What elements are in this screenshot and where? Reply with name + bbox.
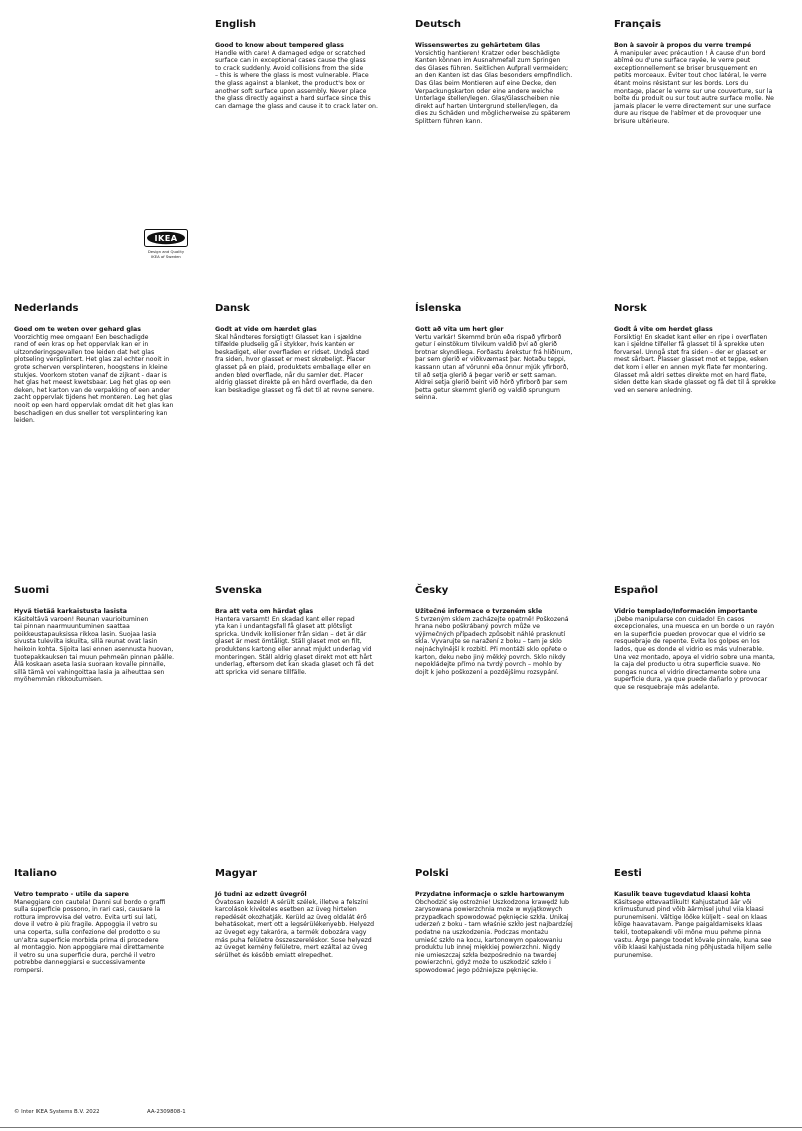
section-cesky bbox=[415, 585, 597, 676]
section-title: Vetro temprato - utile da sapere bbox=[14, 891, 129, 898]
section-title: Bon à savoir à propos du verre trempé bbox=[614, 42, 752, 49]
language-heading: Italiano bbox=[14, 868, 57, 879]
section-title: Godt at vide om hærdet glas bbox=[215, 326, 317, 333]
section-body: Käsitsege ettevaatlikult! Kahjustatud äär või kriimustunud pind võib äärmisel juhul viia klaasi purunemiseni. Vältige löőke küljelt - seal on klaas kõige haavatavam. Pange paigaldamiseks klaas tekil, tootepakendi või mõne muu pehme pinna vastu. Ärge pange toodet kõvale pinnale, kuna see võib klaasi kahjustada ning põhjustada hiljem selle purunemise. bbox=[614, 898, 772, 959]
section-body: Maneggiare con cautela! Danni sul bordo o graffi sulla superficie possono, in rari casi, causare la rottura improvvisa del vetro. Evita urti sui lati, dove il vetro è più fragile. Appoggia il vetro su una coperta, sulla confezione del prodotto o su un'altra superficie morbida prima di procedere al montaggio. Non appoggiare mai direttamente il vetro su una superficie dura, perché il vetro potrebbe danneggiarsi e successivamente rompersi. bbox=[14, 898, 166, 974]
svg-text:IKEA: IKEA bbox=[154, 232, 178, 243]
section-body: Vorsichtig hantieren! Kratzer oder beschädigte Kanten können im Ausnahmefall zum Springen des Glases führen. Seitlichen Aufprall vermeiden; an den Kanten ist das Glas besonders empfindlich. Das Glas beim Montieren auf eine Decke, den Verpackungskarton oder eine andere weiche Unterlage stellen/legen. Glas/Glasscheiben nie direkt auf harten Untergrund stellen/legen, da dies zu Schäden und möglicherweise zu späterem Splittern führen kann. bbox=[415, 49, 573, 125]
logo-tagline: Design and Quality IKEA of Sweden bbox=[147, 249, 185, 259]
section-espanol bbox=[614, 585, 796, 692]
document-id: AA-2309808-1 bbox=[147, 1109, 186, 1115]
section-svenska bbox=[215, 585, 397, 676]
section-islenska bbox=[415, 303, 597, 402]
section-body: Hantera varsamt! En skadad kant eller repad yta kan i undantagsfall få glaset att plötsligt spricka. Undvik kollisioner från sidan – det är där glaset är mest ömtåligt. Ställ glaset mot en filt, produktens kartong eller annat mjukt underlag vid monteringen. Ställ aldrig glaset direkt mot ett hårt underlag, eftersom det kan skada glaset och få det att spricka vid senare tillfälle. bbox=[215, 615, 374, 676]
section-title: Vidrio templado/Información importante bbox=[614, 608, 758, 615]
section-nederlands bbox=[14, 303, 196, 425]
language-heading: Magyar bbox=[215, 868, 258, 879]
language-heading: Polski bbox=[415, 868, 449, 879]
section-body: Óvatosan kezeld! A sérült szélek, illetve a felszíni karcolások kivételes esetben az üveg hirtelen repedését okozhatják. Kerüld az üveg oldalát érő behatásokat, mert ott a legsérülékenyebb. Helyezd az üveget egy takaróra, a termék dobozára vagy más puha felületre összeszereléskor. Sose helyezd az üveget kemény felületre, mert ezáltal az üveg sérülhet és később emiatt elrepedhet. bbox=[215, 898, 375, 959]
language-heading: Eesti bbox=[614, 868, 642, 879]
ikea-logo-mark bbox=[144, 229, 188, 247]
language-heading: Norsk bbox=[614, 303, 647, 314]
section-italiano bbox=[14, 868, 196, 975]
copyright-text: © Inter IKEA Systems B.V. 2022 bbox=[14, 1109, 100, 1115]
ikea-logo bbox=[143, 229, 189, 259]
section-title: Bra att veta om härdat glas bbox=[215, 608, 314, 615]
section-francais bbox=[614, 19, 796, 126]
section-body: ¡Debe manipularse con cuidado! En casos excepcionales, una muesca en un borde o un rayón en la superficie pueden provocar que el vidrio se resquebraje de repente. Evita los golpes en los lados, que es donde el vidrio es más vulnerable. Una vez montado, apoya el vidrio sobre una manta, la caja del producto u otra superficie suave. No pongas nunca el vidrio directamente sobre una superficie dura, ya que puede dañarlo y provocar que se resquebraje más adelante. bbox=[614, 615, 775, 691]
bottom-divider bbox=[0, 1127, 802, 1128]
language-heading: Svenska bbox=[215, 585, 262, 596]
section-title: Goed om te weten over gehard glas bbox=[14, 326, 142, 333]
language-heading: Nederlands bbox=[14, 303, 79, 314]
language-heading: Česky bbox=[415, 585, 449, 596]
section-magyar bbox=[215, 868, 397, 959]
section-deutsch bbox=[415, 19, 597, 126]
section-body: Handle with care! A damaged edge or scratched surface can in exceptional cases cause the glass to crack suddenly. Avoid collisions from the side – this is where the glass is most vulnerable. Place the glass against a blanket, the product's box or another soft surface upon assembly. Never place the glass directly against a hard surface since this can damage the glass and cause it to crack later on. bbox=[215, 49, 378, 110]
section-english bbox=[215, 19, 397, 110]
section-polski bbox=[415, 868, 597, 975]
section-body: Voorzichtig mee omgaan! Een beschadigde rand of een kras op het oppervlak kan er in uitzonderingsgevallen toe leiden dat het glas plotseling versplintert. Het glas zal echter nooit in grote scherven versplinteren, hoogstens in kleine stukjes. Voorkom stoten vanaf de zijkant - daar is het glas het meest kwetsbaar. Leg het glas op een deken, het karton van de verpakking of een ander zacht oppervlak tijdens het monteren. Leg het glas nooit op een hard oppervlak omdat dit het glas kan beschadigen en dus sneller tot versplintering kan leiden. bbox=[14, 333, 174, 425]
section-title: Gott að vita um hert gler bbox=[415, 326, 504, 333]
language-heading: Dansk bbox=[215, 303, 250, 314]
section-title: Good to know about tempered glass bbox=[215, 42, 344, 49]
section-body: Obchodzić się ostrożnie! Uszkodzona krawędź lub zarysowana powierzchnia może w wyjątkowych przypadkach spowodować pęknięcie szkła. Unikaj uderzeń z boku - tam właśnie szkło jest najbardziej podatne na uszkodzenia. Podczas montażu umieść szkło na kocu, kartonowym opakowaniu produktu lub innej miękkiej powierzchni. Nigdy nie umieszczaj szkła bezpośrednio na twardej powierzchni, gdyż może to uszkodzić szkło i spowodować jego późniejsze pęknięcie. bbox=[415, 898, 573, 974]
section-body: Skal håndteres forsigtigt! Glasset kan i sjældne tilfælde pludselig gå i stykker, hvis kanten er beskadiget, eller overfladen er ridset. Undgå stød fra siden, hvor glasset er mest skrøbeligt. Placer glasset på en plaid, produktets emballage eller en anden blød overflade, når du samler det. Placer aldrig glasset direkte på en hård overflade, da den kan beskadige glasset og få det til at revne senere. bbox=[215, 333, 375, 394]
section-title: Kasulik teave tugevdatud klaasi kohta bbox=[614, 891, 751, 898]
language-heading: Español bbox=[614, 585, 659, 596]
section-title: Godt å vite om herdet glass bbox=[614, 326, 713, 333]
section-dansk bbox=[215, 303, 397, 394]
section-title: Užitečné informace o tvrzeném skle bbox=[415, 608, 543, 615]
section-body: Vertu varkár! Skemmd brún eða rispað yfirborð getur í einstökum tilvikum valdið því að glerið brotnar skyndilega. Forðastu árekstur frá hliðinum, þar sem glerið er viðkvæmast þar. Notaðu teppi, kassann utan af vörunni eða önnur mjúk yfirborð, til að setja glerið á þegar verið er sett saman. Aldrei setja glerið beint við hörð yfirborð þar sem þetta getur skemmt glerið og valdið sprungum seinna. bbox=[415, 333, 573, 402]
section-body: À manipuler avec précaution ! À cause d'un bord abîmé ou d'une surface rayée, le verre peut exceptionnellement se briser brusquement en petits morceaux. Éviter tout choc latéral, le verre étant moins résistant sur les bords. Lors du montage, placer le verre sur une couverture, sur la boîte du produit ou sur tout autre surface molle. Ne jamais placer le verre directement sur une surface dure au risque de l'abîmer et de provoquer une brisure ultérieure. bbox=[614, 49, 774, 125]
section-title: Hyvä tietää karkaistusta lasista bbox=[14, 608, 127, 615]
section-title: Jó tudni az edzett üvegről bbox=[215, 891, 307, 898]
section-body: S tvrzeným sklem zacházejte opatrně! Poškozená hrana nebo poškrábaný povrch může ve výjimečných případech způsobit náhlé prasknutí skla. Vyvarujte se naražení z boku – tam je sklo nejnáchylnější k rozbití. Při montáži sklo opřete o karton, deku nebo jiný měkký povrch. Sklo nikdy nepokládejte přímo na tvrdý povrch – mohlo by dojít k jeho poškození a pozdějšímu rozsypání. bbox=[415, 615, 569, 676]
language-heading: Suomi bbox=[14, 585, 50, 596]
section-suomi bbox=[14, 585, 196, 684]
language-heading: English bbox=[215, 19, 257, 30]
language-heading: Deutsch bbox=[415, 19, 461, 30]
language-heading: Íslenska bbox=[415, 303, 462, 314]
section-title: Przydatne informacje o szkle hartowanym bbox=[415, 891, 565, 898]
language-heading: Français bbox=[614, 19, 662, 30]
section-body: Forsiktig! En skadet kant eller en ripe i overflaten kan i sjeldne tilfeller få glasset til å sprekke uten forvarsel. Unngå støt fra siden – der er glasset er mest sårbart. Plasser glasset mot et teppe, esken det kom i eller en annen myk flate før montering. Glasset må aldri settes direkte mot en hard flate, siden dette kan skade glasset og få det til å sprekke ved en senere anledning. bbox=[614, 333, 776, 394]
section-title: Wissenswertes zu gehärtetem Glas bbox=[415, 42, 541, 49]
section-eesti bbox=[614, 868, 796, 959]
section-norsk bbox=[614, 303, 796, 394]
section-body: Käsiteltävä varoen! Reunan vaurioituminen tai pinnan naarmuuntuminen saattaa poikkeustapauksissa rikkoa lasin. Suojaa lasia sivusta tulevilta iskuilta, sillä reunat ovat lasin heikoin kohta. Sijoita lasi ennen asennusta huovan, tuotepakkauksen tai muun pehmeän pinnan päälle. Älä koskaan aseta lasia suoraan kovalle pinnalle, sillä tämä voi vahingoittaa lasia ja aiheuttaa sen myöhemmän rikkoutumisen. bbox=[14, 615, 175, 684]
